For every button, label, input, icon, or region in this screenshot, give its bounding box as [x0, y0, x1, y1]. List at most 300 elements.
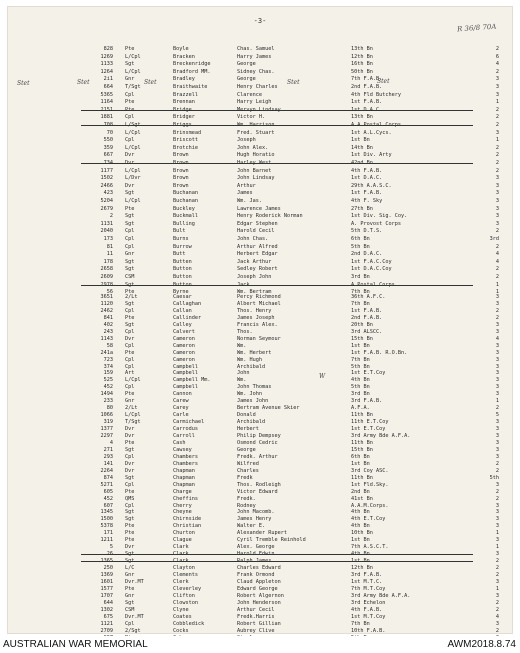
- entry-count: 2: [495, 274, 499, 280]
- entry-count: 2: [495, 228, 499, 235]
- entry-rank: Dvr: [125, 160, 135, 166]
- entry-no: 359: [103, 144, 113, 151]
- entry-surname: Carew: [173, 398, 189, 405]
- entry-surname: Brown: [173, 152, 189, 159]
- entry-surname: Buchanan: [173, 198, 198, 204]
- entry-no: 2709: [100, 627, 113, 634]
- entry-given: Fredk: [237, 474, 253, 481]
- roll-entry: [7, 516, 513, 523]
- entry-given: Victor Edward: [237, 488, 278, 495]
- entry-no: 1131: [100, 220, 113, 227]
- entry-given: John Thomas: [237, 384, 272, 391]
- entry-surname: Christian: [173, 523, 202, 530]
- entry-surname: Cheyne: [173, 509, 192, 516]
- entry-given: James Henry: [237, 516, 272, 523]
- roll-entry: [7, 370, 513, 377]
- entry-no: 734: [103, 160, 113, 166]
- roll-entry: [7, 107, 513, 114]
- roll-entry: [7, 412, 513, 419]
- entry-rank: Sgt: [125, 321, 135, 328]
- roll-entry: [7, 61, 513, 68]
- entry-count: 2: [495, 467, 499, 474]
- roll-entry: [7, 509, 513, 516]
- entry-no: 1120: [100, 300, 113, 307]
- entry-count: 2: [495, 266, 499, 273]
- entry-unit: 3rd Army Bde A.F.A.: [351, 433, 411, 439]
- roll-entry: [7, 175, 513, 182]
- entry-count: 3: [495, 205, 499, 212]
- entry-surname: Bult: [173, 228, 186, 235]
- entry-given: Ralph James: [237, 558, 272, 565]
- entry-rank: Cpl: [125, 356, 135, 363]
- entry-no: 233: [103, 398, 113, 405]
- entry-no: 3651: [100, 294, 113, 300]
- entry-unit: 3rd Bn: [351, 391, 370, 398]
- entry-count: 5th: [489, 474, 499, 481]
- entry-surname: Button: [173, 274, 192, 280]
- entry-count: 2: [495, 405, 499, 412]
- entry-unit: 1st Bn: [351, 460, 370, 467]
- roll-entry: [7, 551, 513, 558]
- entry-no: 241a: [100, 349, 113, 356]
- entry-no: 452: [103, 495, 113, 502]
- entry-given: Wm. Hugh: [237, 356, 262, 363]
- entry-surname: Chapman: [173, 467, 195, 474]
- entry-given: Wm.: [237, 342, 247, 349]
- entry-surname: Calley: [173, 321, 192, 328]
- entry-count: 3: [495, 190, 499, 197]
- entry-rank: Pte: [125, 205, 135, 212]
- margin-mark: Stet: [144, 79, 157, 86]
- entry-surname: Brown: [173, 175, 189, 182]
- entry-count: 2: [495, 114, 499, 121]
- entry-unit: 5th Bn: [351, 243, 370, 250]
- entry-count: 2: [495, 627, 499, 634]
- roll-entry: [7, 236, 513, 243]
- entry-rank: Cpl: [125, 228, 135, 235]
- entry-rank: Dvr: [125, 182, 135, 189]
- entry-count: 2: [495, 307, 499, 314]
- entry-no: 667: [103, 152, 113, 159]
- entry-count: 3: [495, 175, 499, 182]
- handwritten-annotation: W: [319, 373, 326, 380]
- entry-rank: Sgt: [125, 474, 135, 481]
- entry-unit: 4th F.A.B.: [351, 606, 383, 613]
- entry-rank: Cpl: [125, 137, 135, 144]
- entry-no: 1177: [100, 167, 113, 174]
- entry-surname: Braithwaite: [173, 84, 208, 90]
- footer-credit: AUSTRALIAN WAR MEMORIAL: [3, 639, 148, 650]
- entry-rank: Sgt: [125, 266, 135, 273]
- entry-count: 1: [495, 281, 499, 288]
- entry-no: 2658: [100, 266, 113, 273]
- entry-count: 3: [495, 551, 499, 558]
- entry-given: James: [237, 190, 253, 197]
- entry-no: 1601: [100, 578, 113, 585]
- entry-unit: 2nd F.A.B.: [351, 84, 383, 90]
- entry-rank: Dvr: [125, 433, 135, 439]
- entry-rank: Sgt: [125, 509, 135, 516]
- entry-count: 3: [495, 426, 499, 433]
- entry-rank: CSM: [125, 274, 135, 280]
- entry-unit: 1st M.T.C.: [351, 578, 383, 585]
- entry-given: Albert Michael: [237, 300, 281, 307]
- entry-given: Jack Arthur: [237, 258, 272, 265]
- entry-unit: 1st Bn: [351, 137, 370, 144]
- entry-rank: Sgt: [125, 300, 135, 307]
- entry-given: Thos. Rodleigh: [237, 481, 281, 488]
- entry-surname: Callinder: [173, 314, 202, 321]
- roll-entry: [7, 160, 513, 167]
- entry-given: Mervyn Lindsay: [237, 106, 281, 113]
- entry-surname: Clerk: [173, 578, 189, 585]
- entry-unit: 7th Bn: [351, 300, 370, 307]
- roll-entry: [7, 558, 513, 565]
- entry-given: George: [237, 446, 256, 453]
- entry-surname: Clark: [173, 544, 189, 551]
- entry-given: Fredk.Harris: [237, 613, 275, 620]
- roll-entry: [7, 152, 513, 159]
- entry-count: 3: [495, 370, 499, 377]
- entry-no: 243: [103, 328, 113, 335]
- entry-count: 5: [495, 412, 499, 419]
- entry-rank: L/Cpl: [125, 129, 141, 136]
- entry-surname: Bridge: [173, 106, 192, 113]
- entry-count: 3: [495, 620, 499, 627]
- entry-surname: Chirnside: [173, 516, 202, 523]
- entry-unit: 3rd ALSCC.: [351, 328, 383, 335]
- roll-entry: [7, 621, 513, 628]
- entry-rank: L/Cpl: [125, 144, 141, 151]
- entry-surname: Butt: [173, 251, 186, 258]
- entry-surname: Cocks: [173, 627, 189, 634]
- entry-rank: Cpl: [125, 91, 135, 98]
- entry-count: 3: [495, 453, 499, 460]
- entry-unit: 11th Bn: [351, 474, 373, 481]
- entry-rank: Sgt: [125, 516, 135, 523]
- entry-count: 2: [495, 243, 499, 250]
- roll-entry: [7, 190, 513, 197]
- entry-rank: L/Cpl: [125, 167, 141, 174]
- entry-given: Fred. Stuart: [237, 129, 275, 136]
- entry-no: 1066: [100, 412, 113, 419]
- entry-no: 5365: [100, 91, 113, 98]
- entry-rank: Dvr: [125, 152, 135, 159]
- roll-entry: [7, 607, 513, 614]
- entry-surname: Byrne: [173, 289, 189, 296]
- entry-unit: A.F.A.: [351, 405, 370, 412]
- entry-surname: Cameron: [173, 356, 195, 363]
- entry-given: Sedley Robert: [237, 266, 278, 273]
- entry-rank: Cpl: [125, 114, 135, 121]
- entry-given: James John: [237, 398, 269, 405]
- roll-entry: [7, 489, 513, 496]
- entry-surname: Burrow: [173, 243, 192, 250]
- entry-no: 5: [109, 544, 113, 551]
- entry-count: 3: [495, 356, 499, 363]
- entry-count: 3: [495, 91, 499, 98]
- entry-rank: Dvr: [125, 335, 135, 342]
- entry-no: 605: [103, 488, 113, 495]
- entry-rank: Cpl: [125, 243, 135, 250]
- entry-rank: T/Sgt: [125, 84, 141, 90]
- entry-unit: A.A.M.Corps.: [351, 502, 389, 509]
- entry-rank: Gnr: [125, 251, 135, 258]
- entry-count: 2: [495, 68, 499, 75]
- roll-entry: [7, 523, 513, 530]
- entry-rank: L/Cpl: [125, 377, 141, 384]
- roll-entry: [7, 274, 513, 281]
- footer-reference: AWM2018.8.74: [447, 639, 516, 650]
- entry-no: 5271: [100, 481, 113, 488]
- entry-no: 5204: [100, 198, 113, 204]
- entry-no: 56: [106, 289, 113, 296]
- entry-rank: Pte: [125, 46, 135, 52]
- roll-entry: [7, 301, 513, 308]
- entry-surname: Breckenridge: [173, 61, 211, 68]
- entry-surname: Boyle: [173, 46, 189, 52]
- roll-entry: [7, 69, 513, 76]
- entry-rank: Dvr.MT: [125, 578, 144, 585]
- entry-no: 5378: [100, 523, 113, 530]
- entry-count: 2: [495, 106, 499, 113]
- entry-rank: Pte: [125, 391, 135, 398]
- entry-surname: Cameron: [173, 335, 195, 342]
- entry-count: 3: [495, 84, 499, 90]
- roll-entry: [7, 398, 513, 405]
- entry-count: 1: [495, 289, 499, 296]
- entry-count: 1: [495, 544, 499, 551]
- entry-rank: Pte: [125, 488, 135, 495]
- roll-entry: [7, 628, 513, 635]
- entry-rank: 2/Lt: [125, 294, 138, 300]
- entry-rank: Pte: [125, 439, 135, 446]
- entry-rank: Dvr: [125, 460, 135, 467]
- entry-no: 1264: [100, 68, 113, 75]
- entry-rank: Cpl: [125, 481, 135, 488]
- margin-mark: Stet: [17, 80, 30, 87]
- roll-entry: [7, 454, 513, 461]
- roll-entry: [7, 198, 513, 205]
- roll-entry: [7, 336, 513, 343]
- entry-rank: CSM: [125, 606, 135, 613]
- entry-rank: L/Cpl: [125, 412, 141, 419]
- entry-unit: 27th Bn: [351, 205, 373, 212]
- entry-count: 2: [495, 572, 499, 578]
- roll-entry: [7, 137, 513, 144]
- entry-given: John Lindsay: [237, 175, 275, 182]
- entry-rank: L/Cpl: [125, 53, 141, 60]
- entry-surname: Carrodus: [173, 426, 198, 433]
- entry-count: 6: [495, 53, 499, 60]
- entry-given: Harry Leigh: [237, 99, 272, 106]
- entry-rank: Gnr: [125, 572, 135, 578]
- entry-rank: Sgt: [125, 446, 135, 453]
- entry-count: 4: [495, 613, 499, 620]
- entry-unit: 2nd F.A.B.: [351, 314, 383, 321]
- entry-unit: 1st Fld.Sky.: [351, 481, 389, 488]
- entry-given: Wm. Jas.: [237, 198, 262, 204]
- entry-count: 3: [495, 446, 499, 453]
- roll-entry: [7, 122, 513, 129]
- entry-unit: 4th Fld Butchery: [351, 91, 401, 98]
- entry-count: 3: [495, 439, 499, 446]
- entry-count: 3: [495, 377, 499, 384]
- entry-given: Fredk.: [237, 495, 256, 502]
- roll-entry: [7, 482, 513, 489]
- entry-given: Arthur: [237, 182, 256, 189]
- entry-surname: Brown: [173, 160, 189, 166]
- entry-rank: L/Cpl: [125, 198, 141, 204]
- entry-unit: 14th Bn: [351, 144, 373, 151]
- entry-unit: 11th E.T.Coy: [351, 419, 389, 426]
- entry-unit: 3rd Army Bde A.F.A.: [351, 592, 411, 599]
- entry-no: 2978: [100, 281, 113, 288]
- entry-count: 3: [495, 502, 499, 509]
- entry-no: 1133: [100, 61, 113, 68]
- entry-given: John Alex.: [237, 144, 269, 151]
- entry-no: 708: [103, 122, 113, 128]
- entry-no: 2151: [100, 106, 113, 113]
- entry-unit: 7th Bn: [351, 620, 370, 627]
- entry-no: 2679: [100, 205, 113, 212]
- entry-rank: Pte: [125, 585, 135, 592]
- entry-unit: 1st D.A.C.: [351, 106, 383, 113]
- entry-count: 2: [495, 606, 499, 613]
- entry-rank: Sgt: [125, 258, 135, 265]
- entry-unit: 15th Bn: [351, 335, 373, 342]
- entry-given: Rodney: [237, 502, 256, 509]
- entry-no: 1143: [100, 335, 113, 342]
- entry-no: 271: [103, 446, 113, 453]
- entry-no: 70: [106, 129, 113, 136]
- page-number: -3-: [253, 17, 267, 25]
- entry-no: 1500: [100, 516, 113, 523]
- entry-unit: 7th M.T.Coy: [351, 585, 386, 592]
- roll-entry: [7, 579, 513, 586]
- entry-unit: 13th Bn: [351, 114, 373, 121]
- entry-surname: Burns: [173, 236, 189, 242]
- entry-surname: Buckley: [173, 205, 195, 212]
- entry-given: Henry Roderick Norman: [237, 213, 303, 220]
- entry-unit: 1st M.T.Coy: [351, 613, 386, 620]
- entry-no: 675: [103, 613, 113, 620]
- entry-no: 178: [103, 258, 113, 265]
- entry-no: 374: [103, 363, 113, 370]
- entry-rank: Pte: [125, 314, 135, 321]
- entry-given: Arthur Alfred: [237, 243, 278, 250]
- entry-no: 1502: [100, 175, 113, 182]
- entry-surname: Calvert: [173, 328, 195, 335]
- entry-given: Jack: [237, 281, 250, 288]
- entry-unit: 7th Bn: [351, 356, 370, 363]
- roll-entry: [7, 322, 513, 329]
- entry-rank: Pte: [125, 349, 135, 356]
- entry-given: Norman Seymour: [237, 335, 281, 342]
- entry-no: 1369: [100, 572, 113, 578]
- entry-rank: L/Sgt: [125, 122, 141, 128]
- entry-count: 4: [495, 258, 499, 265]
- entry-surname: Clyne: [173, 606, 189, 613]
- entry-given: Osmond Cedric: [237, 439, 278, 446]
- roll-entry: [7, 440, 513, 447]
- entry-given: Fredk. Arthur: [237, 453, 278, 460]
- entry-rank: Pte: [125, 289, 135, 296]
- entry-no: 1707: [100, 592, 113, 599]
- entry-unit: 50th Bn: [351, 68, 373, 75]
- entry-no: 2040: [100, 228, 113, 235]
- roll-entry: [7, 168, 513, 175]
- entry-no: 80: [106, 405, 113, 412]
- entry-rank: Dvr.MT: [125, 613, 144, 620]
- entry-surname: Callaghan: [173, 300, 202, 307]
- entry-no: 1494: [100, 391, 113, 398]
- entry-given: Herbert Edgar: [237, 251, 278, 258]
- roll-entry: [7, 565, 513, 572]
- entry-count: 2: [495, 565, 499, 572]
- entry-given: Sidney Chas.: [237, 68, 275, 75]
- roll-entry: [7, 572, 513, 579]
- roll-entry: [7, 593, 513, 600]
- entry-given: Harley West: [237, 160, 272, 166]
- entry-rank: T/Sgt: [125, 419, 141, 426]
- roll-entry: [7, 213, 513, 220]
- roll-entry: [7, 99, 513, 106]
- entry-surname: Cash: [173, 439, 186, 446]
- entry-rank: Pte: [125, 99, 135, 106]
- entry-unit: 4th Bn: [351, 377, 370, 384]
- entry-unit: 3rd Bn: [351, 274, 370, 280]
- entry-given: Edgar Stephen: [237, 220, 278, 227]
- entry-no: 402: [103, 321, 113, 328]
- entry-count: 2: [495, 558, 499, 565]
- entry-count: 3: [495, 328, 499, 335]
- entry-unit: 3rd Echelon: [351, 599, 386, 606]
- entry-rank: Gnr: [125, 398, 135, 405]
- entry-unit: 1st F.A.B.: [351, 99, 383, 106]
- entry-unit: 29th A.A.S.C.: [351, 182, 392, 189]
- entry-count: 3: [495, 578, 499, 585]
- entry-count: 3: [495, 76, 499, 83]
- entry-rank: Pte: [125, 530, 135, 537]
- entry-no: 1377: [100, 426, 113, 433]
- entry-given: John Barnet: [237, 167, 272, 174]
- entry-surname: Cannon: [173, 391, 192, 398]
- entry-given: Joseph: [237, 137, 256, 144]
- entry-unit: 42nd Bn: [351, 160, 373, 166]
- entry-unit: 1st F.A.B.: [351, 307, 383, 314]
- entry-count: 3: [495, 220, 499, 227]
- roll-entry: [7, 206, 513, 213]
- roll-entry: [7, 530, 513, 537]
- entry-count: 3: [495, 321, 499, 328]
- entry-given: Wm. Harrison: [237, 122, 275, 128]
- entry-count: 1: [495, 585, 499, 592]
- entry-rank: QMS: [125, 495, 135, 502]
- entry-no: 4: [109, 439, 113, 446]
- roll-entry: [7, 419, 513, 426]
- entry-surname: Callan: [173, 307, 192, 314]
- entry-surname: Button: [173, 266, 192, 273]
- entry-unit: 15th Bn: [351, 446, 373, 453]
- entry-unit: 1st A.L.Cycs.: [351, 129, 392, 136]
- entry-unit: 7th A.S.C.T.: [351, 544, 389, 551]
- entry-rank: Cpl: [125, 363, 135, 370]
- entry-surname: Briggs: [173, 122, 192, 128]
- entry-count: 3: [495, 213, 499, 220]
- entry-given: James Joseph: [237, 314, 275, 321]
- entry-given: Thos. Henry: [237, 307, 272, 314]
